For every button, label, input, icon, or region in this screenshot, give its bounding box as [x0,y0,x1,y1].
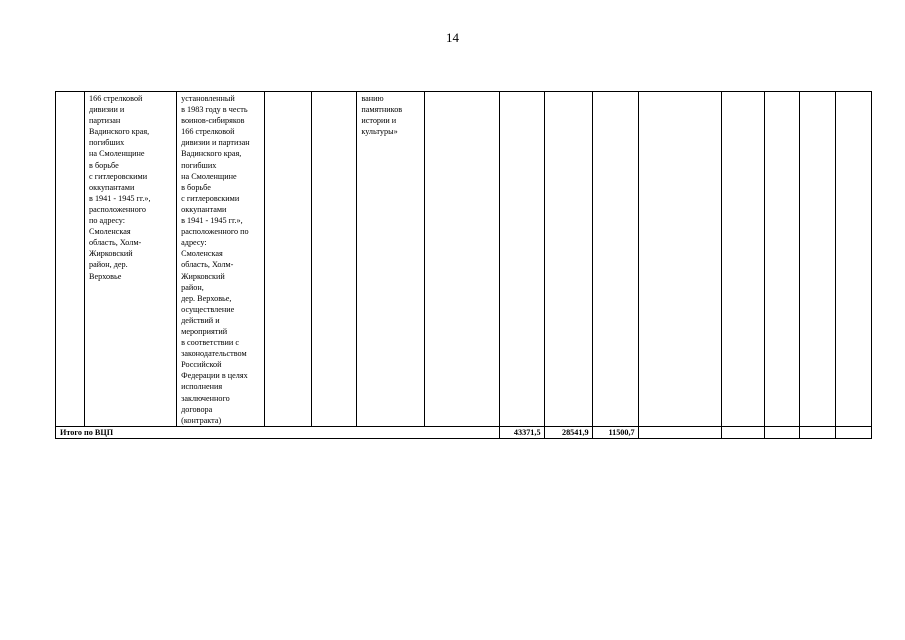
text-line: Верховье [89,271,122,281]
text-line: в борьбе [89,160,119,170]
text-line: погибших [181,160,217,170]
text-line: с гитлеровскими [181,193,240,203]
text-line: Вадинского края, [89,127,150,137]
text-line: в 1941 - 1945 гг.», [89,193,151,203]
text-line: дер. Верховье, [181,293,232,303]
text-line: воинов-сибиряков [181,116,245,126]
text-line: в 1983 году в честь [181,105,248,115]
cell-empty-11 [638,92,721,427]
text-line: законодательством [181,349,247,359]
legal-basis-text [361,93,421,137]
text-line: Смоленская [89,227,131,237]
text-line: дивизии и [89,105,125,115]
text-line: в борьбе [181,182,211,192]
cell-empty-8 [500,92,544,427]
cell-number [56,92,85,427]
text-line: погибших [89,138,125,148]
text-line: договора [181,404,213,414]
cell-object-name [85,92,177,427]
event-description-text [181,93,261,426]
cell-empty-12 [721,92,764,427]
text-line: истории и [361,116,397,126]
page-number: 14 [446,30,459,45]
cell-empty-10 [592,92,638,427]
text-line: культуры» [361,127,398,137]
text-line: Жирковский [89,249,133,259]
text-line: Федерации в целях [181,371,248,381]
text-line: дивизии и партизан [181,138,250,148]
text-line: в 1941 - 1945 гг.», [181,216,243,226]
text-line: действий и [181,315,220,325]
text-line: оккупантами [89,182,135,192]
text-line: на Смоленщине [89,149,145,159]
total-empty-12 [721,426,764,438]
text-line: партизан [89,116,121,126]
cell-empty-13 [764,92,799,427]
cell-empty-4 [265,92,312,427]
text-line: в соответствии с [181,338,239,348]
cell-empty-5 [312,92,357,427]
cell-empty-14 [799,92,835,427]
text-line: Смоленская [181,249,223,259]
text-line: 166 стрелковой [181,127,235,137]
total-empty-11 [638,426,721,438]
text-line: расположенного [89,204,147,214]
text-line: область, Холм- [181,260,234,270]
text-line: на Смоленщине [181,171,237,181]
total-value-2: 28541,9 [544,426,592,438]
text-line: установленный [181,94,235,103]
object-name-text [89,93,173,282]
total-value-1: 43371,5 [500,426,544,438]
text-line: осуществление [181,304,235,314]
table-row [56,92,872,427]
text-line: с гитлеровскими [89,171,148,181]
text-line: Российской [181,360,222,370]
total-row [56,426,872,438]
text-line: область, Холм- [89,238,142,248]
text-line: исполнения [181,382,223,392]
text-line: мероприятий [181,326,228,336]
text-line: памятников [361,105,403,115]
text-line: оккупантами [181,204,227,214]
text-line: расположенного по [181,227,249,237]
cell-empty-7 [425,92,500,427]
text-line: район, дер. [89,260,128,270]
text-line: (контракта) [181,415,222,425]
total-empty-13 [764,426,799,438]
total-empty-14 [799,426,835,438]
cell-empty-15 [835,92,871,427]
text-line: Вадинского края, [181,149,242,159]
text-line: по адресу: [89,216,126,226]
total-value-3: 11500,7 [592,426,638,438]
text-line: Жирковский [181,271,225,281]
total-label: Итого по ВЦП [56,426,500,438]
text-line: 166 стрелковой [89,94,143,103]
text-line: ванию [361,94,384,103]
cell-legal-basis [357,92,425,427]
text-line: район, [181,282,204,292]
text-line: заключенного [181,393,230,403]
cell-empty-9 [544,92,592,427]
program-table [55,91,872,439]
total-empty-15 [835,426,871,438]
text-line: адресу: [181,238,207,248]
cell-event-description [177,92,265,427]
